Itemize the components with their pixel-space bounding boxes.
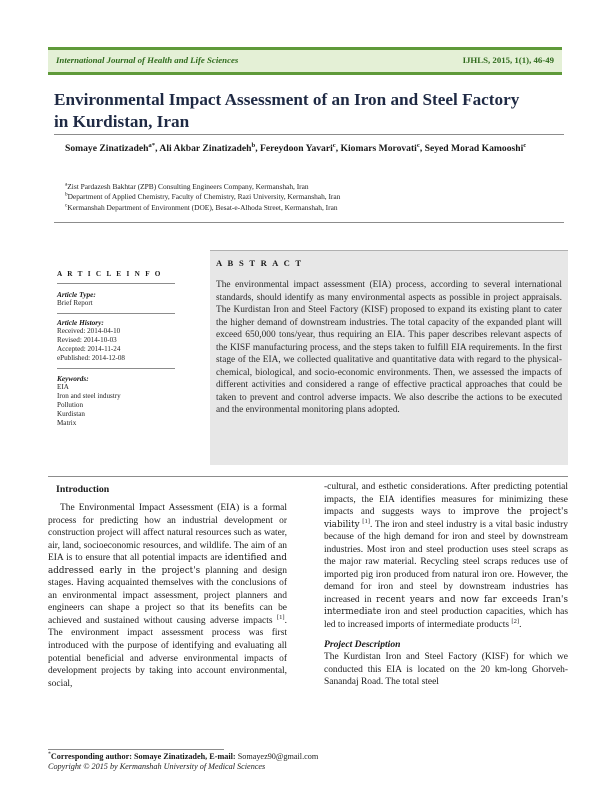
article-type-value: Brief Report	[57, 299, 93, 307]
journal-name: International Journal of Health and Life Sciences	[56, 55, 239, 65]
affiliation-b	[65, 192, 535, 202]
author-3-sup: c	[332, 141, 336, 149]
affiliation-a-sup: a	[65, 181, 68, 188]
footnote	[48, 752, 318, 773]
article-info-divider-2	[57, 313, 175, 314]
right-text-3: iron and steel production capacities, which has led to increased imports of intermediate products	[324, 607, 568, 631]
article-info-divider-1	[57, 283, 175, 284]
affiliation-b-text: Department of Applied Chemistry, Faculty of Chemistry, Razi University, Kermanshah, Iran	[67, 192, 341, 202]
author-4: , Kiomars Morovati	[335, 143, 417, 154]
right-text-1: -cultural, and esthetic considerations. After predicting potential impacts, the EIA identifies measures for minimizing these impacts and suggests ways to	[324, 482, 568, 518]
citation-ref: [1]	[362, 517, 370, 525]
keywords-label: Keywords:	[57, 374, 89, 383]
intro-text-3: . The environment impact assessment process was first introduced with the purpose of identifying and evaluating all potential beneficial and adverse environmental impacts of development projects by taking into account environmental, social,	[48, 615, 287, 689]
title-line-2: in Kurdistan, Iran	[54, 112, 190, 131]
affiliation-b-sup: b	[65, 191, 68, 198]
author-5-sup: c	[523, 141, 527, 149]
title-line-1: Environmental Impact Assessment of an Iron and Steel Factory	[54, 90, 520, 109]
author-2: , Ali Akbar Zinatizadeh	[155, 143, 252, 154]
keywords-block	[57, 374, 197, 428]
affiliation-c-sup: c	[65, 202, 68, 209]
article-info-heading: A R T I C L E I N F O	[57, 270, 163, 278]
abstract-heading: A B S T R A C T	[216, 258, 303, 268]
introduction-paragraph	[48, 502, 287, 690]
right-column-paragraph	[324, 481, 568, 632]
keyword-item: Pollution	[57, 400, 84, 409]
received-date: Received: 2014-04-10	[57, 327, 121, 335]
epublished-date: ePublished: 2014-12-08	[57, 353, 125, 362]
keyword-item: EIA	[57, 383, 69, 391]
affiliation-divider	[54, 222, 564, 223]
title-divider	[54, 134, 564, 135]
intro-text-1: The Environmental Impact Assessment (EIA) is a formal process for predicting how an industrial development or construction project will affect natural resources such as water, air, land, socioeconomic resources, and wildlife. The aim of an EIA is to ensure that all potential impacts are	[48, 503, 287, 564]
right-text-4: .	[519, 620, 522, 631]
author-5: , Seyed Morad Kamooshi	[419, 143, 524, 154]
affiliation-a	[65, 182, 535, 192]
author-email[interactable]: Somayez90@gmail.com	[237, 752, 319, 761]
author-1: Somaye Zinatizadeh	[65, 143, 149, 154]
journal-citation: IJHLS, 2015, 1(1), 46-49	[462, 55, 554, 65]
intro-highlight: identified and addressed early in the project's	[48, 553, 287, 576]
introduction-heading: Introduction	[56, 484, 110, 495]
copyright-notice: Copyright © 2015 by Kermanshah University of Medical Sciences	[48, 762, 266, 772]
footnote-divider	[48, 749, 224, 750]
project-description-paragraph: The Kurdistan Iron and Steel Factory (KISF) for which we conducted this EIA is located on the 20 km-long Ghorveh-Sanandaj Road. The total steel	[324, 652, 568, 688]
keyword-item: Kurdistan	[57, 409, 85, 418]
article-type-block	[57, 290, 197, 308]
accepted-date: Accepted: 2014-11-24	[57, 344, 121, 353]
right-text-2: . The iron and steel industry is a vital basic industry because of the high demand for iron and steel by downstream industries. Most iron and steel production uses steel scraps as the major raw material. Recycling steel scraps reduces use of imported pig iron produced from natural iron ore. However, the demand for iron and steel by downstream industries has increased in	[324, 519, 568, 605]
affiliation-c	[65, 203, 535, 213]
author-1-sup: a*	[148, 141, 156, 149]
corresponding-author-label: Corresponding author: Somaye Zinatizadeh, E-mail:	[50, 752, 238, 761]
abstract-box	[210, 250, 568, 465]
author-2-sup: b	[251, 141, 256, 149]
keyword-item: Matrix	[57, 418, 77, 427]
affiliations	[65, 182, 535, 213]
affiliation-c-text: Kermanshah Department of Environment (DOE), Besat-e-Alhoda Street, Kermanshah, Iran	[67, 202, 338, 212]
article-history-label: Article History:	[57, 318, 104, 327]
article-type-label: Article Type:	[57, 290, 96, 299]
article-title	[54, 89, 564, 133]
right-column	[324, 481, 568, 689]
abstract-text: The environmental impact assessment (EIA) process, according to several international standards, should identify as many environmental aspects as possible in project appraisals. The Kurdistan Iron and Steel Factory (KISF) proposed to expand its existing plant to cater the higher demand of downstream industries. The total capacity of the expanded plant will exceed 650,000 tons/year, thus requiring an EIA. This paper describes relevant aspects of the KISF manufacturing process, and the steps taken to fulfill EIA requirements. In the first stage of the EIA, we collected qualitative and quantitative data with regard to the physical-chemical, biological, and socio-economic environments. Then, we assessed the impacts of different activities and considered a range of effective practical approaches that could be taken to prevent and control adverse impacts. We also describe the actions to be executed and the environmental monitoring plans adopted.	[216, 280, 562, 415]
affiliation-a-text: Zist Pardazesh Bakhtar (ZPB) Consulting Engineers Company, Kermanshah, Iran	[67, 182, 309, 191]
right-highlight-1: improve the project's viability	[324, 507, 568, 530]
keyword-item: Iron and steel industry	[57, 391, 121, 400]
section-divider	[48, 476, 568, 477]
citation-ref: [2]	[511, 617, 520, 625]
revised-date: Revised: 2014-10-03	[57, 335, 117, 344]
footnote-asterisk: *	[48, 751, 51, 758]
author-list	[65, 142, 555, 156]
right-highlight-2: recent years and now far exceeds Iran's intermediate	[324, 594, 568, 618]
article-info-divider-3	[57, 368, 175, 369]
corresponding-author	[48, 752, 318, 762]
journal-header-bar	[48, 47, 562, 75]
left-column	[48, 502, 287, 690]
citation-ref: [1]	[276, 613, 285, 621]
author-3: , Fereydoon Yavari	[255, 143, 333, 154]
intro-text-2: planning and design stages. Having acquainted themselves with the conclusions of an environmental impact assessment, project planners and engineers can shape a project so that its benefits can be achieved and sustained without causing adverse impacts	[48, 565, 287, 626]
project-description-heading: Project Description	[324, 638, 401, 650]
author-4-sup: c	[416, 141, 420, 149]
article-history-block	[57, 318, 197, 363]
